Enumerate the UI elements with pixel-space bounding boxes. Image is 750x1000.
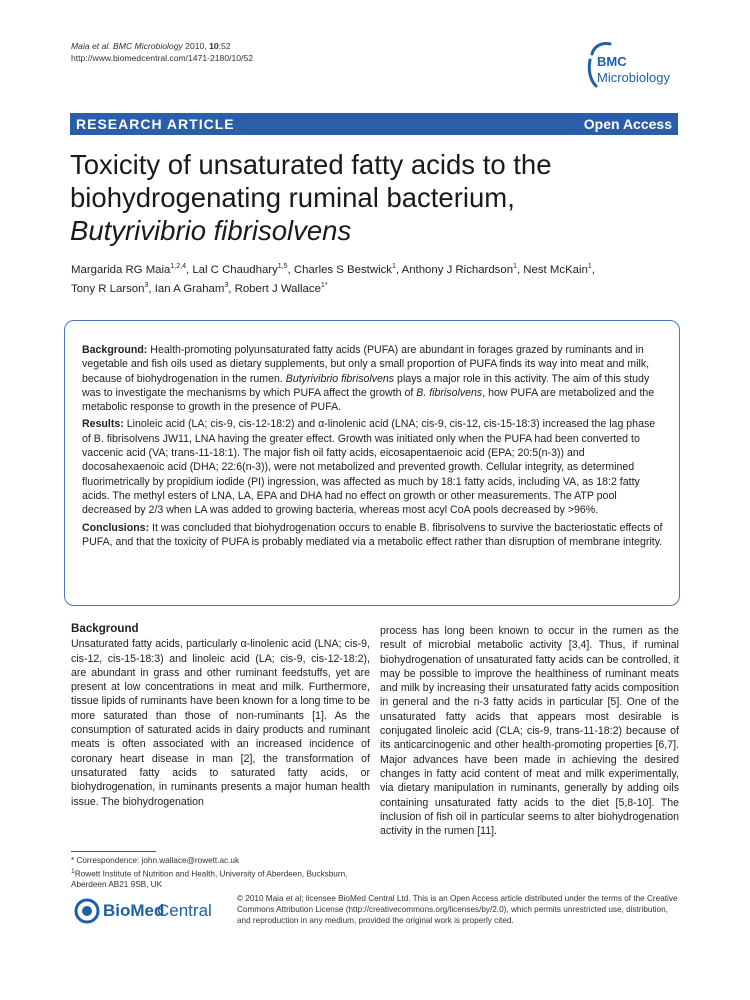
author-list: Margarida RG Maia$^{1,2,4}$, Lal C Chaudhary$^{1,5}$, Charles S Bestwick$^1$, Anthony J Richardson$^1$, Nest McKain$^1$, Tony R Larson$^3$, Ian A Graham$^3$, Robert J Wallace$^{1*}$ [71,263,595,295]
author: Charles S Bestwick [293,264,392,276]
footnote-divider [71,851,156,852]
citation-authors: Maia et al. [71,41,111,51]
author-affil: 3 [144,282,149,290]
abstract-conclusions-label: Conclusions: [82,521,150,534]
abstract-conclusions [82,521,665,550]
author: Ian A Graham [154,283,225,295]
citation-page: :52 [218,41,231,51]
publisher-name-regular: Central [157,901,212,920]
author-affil: 1,5 [277,263,288,271]
citation-volume: 10 [209,41,219,51]
article-url[interactable]: http://www.biomedcentral.com/1471-2180/10/52 [71,53,254,63]
affiliation [71,867,371,891]
body-text-right: process has long been known to occur in the rumen as the result of microbial metabolic activity [3,4]. Thus, if ruminal biohydrogenation of unsaturated fatty acids can be controlled, it may be possible to improve the healthiness of ruminant meats and milk by increasing their unsaturated fatty acids composition in general and the n-3 fatty acids in particular [5]. One of the unsaturated fatty acids that appears most desirable is conjugated linoleic acid (CLA; cis-9, trans-11-18:2) because of its anticarcinogenic and other health-promoting properties [6,7]. Major advances have been made in achieving the desired changes in fatty acid content of meat and milk experimentally, via dietary manipulation in ruminants, generally by adding oils containing unsaturated fatty acids to the diet [5,8-10]. The inclusion of fish oil in particular seems to alter biohydrogenation activity in the rumen [11]. [380,625,679,838]
author: Robert J Wallace [234,283,321,295]
citation-line [71,40,253,52]
abstract-background-text-3: , how PUFA are metabolized and the metabolic response to growth in the presence of PUFA. [82,386,655,414]
biomed-central-icon [73,896,103,926]
publisher-logo [73,896,223,926]
correspondence: * Correspondence: john.wallace@rowett.ac.uk [71,856,240,865]
citation-header [71,40,253,64]
abstract-background-species-short: B. fibrisolvens [416,386,483,399]
section-heading: Background [71,622,139,635]
logo-line-1: BMC [597,54,627,69]
abstract-conclusions-text: It was concluded that biohydrogenation occurs to enable B. fibrisolvens to survive the bacteriostatic effects of PUFA, and that the toxicity of PUFA is probably mediated via a metabolic effect rather than disruption of membrane integrity. [82,521,663,548]
article-title [70,148,680,247]
abstract-results [82,417,665,517]
license-text: © 2010 Maia et al; licensee BioMed Central Ltd. This is an Open Access article distributed under the terms of the Creative Commons Attribution License (http://creativecommons.org/licenses/by/2.0), which permits unrestricted use, distribution, and reproduction in any medium, provided the original work is properly cited. [237,894,678,925]
abstract-background-text-2: plays a major role in this activity. The aim of this study was to investigate the mechanisms by which PUFA affect the growth of [82,372,650,399]
open-access-label: Open Access [583,116,672,132]
author-affil: 1 [513,263,517,271]
article-type-banner [70,113,678,135]
body-column-left [71,622,370,809]
citation-year: 2010, [185,41,210,51]
author-affil: 1* [320,282,328,290]
abstract-box [64,320,680,606]
abstract-background-label: Background: [82,344,148,356]
author-affil: 1 [587,263,592,271]
title-line-3: Butyrivibrio fibrisolvens [70,215,352,246]
abstract-results-text: Linoleic acid (LA; cis-9, cis-12-18:2) and α-linolenic acid (LNA; cis-9, cis-12, cis-15-18:3) increased the lag phase of B. fibrisolvens JW11, LNA having the greater effect. Growth was initiated only when the PUFA had been converted to vaccenic acid (VA; trans-11-18:1). The major fish oil fatty acids, eicosapentaenoic acid (EPA; 20:5(n-3)) and docosahexaenoic acid (DHA; 22:6(n-3)), were not metabolized and prevented growth. Cellular integrity, as determined fluorimetrically by propidium iodide (PI) ingression, was affected as much by 18:1 fatty acids, including VA, as 18:2 fatty acids. The methyl esters of LNA, LA, EPA and DHA had no effect on growth or other measurements. The ATP pool decreased by 2/3 when LA was added to growing bacteria, whereas most acyl CoA pools decreased by >96%. [82,418,656,517]
author-affil: 1 [392,263,396,271]
title-line-1: Toxicity of unsaturated fatty acids to the [70,149,552,180]
logo-line-2: Microbiology [597,70,670,85]
author: Margarida RG Maia [71,264,171,276]
author-affil: 1,2,4 [170,263,186,271]
author: Lal C Chaudhary [192,264,278,276]
abstract-background [82,343,665,414]
publisher-name-bold: BioMed [103,901,165,920]
author: Tony R Larson [71,283,145,295]
affiliation-text: Rowett Institute of Nutrition and Health, University of Aberdeen, Bucksburn, Aberdeen AB21 9SB, UK [71,869,348,890]
citation-journal: BMC Microbiology [113,41,183,51]
journal-logo [580,40,690,100]
author-affil: 3 [224,282,229,290]
body-column-right [380,624,679,838]
abstract-background-text-1: Health-promoting polyunsaturated fatty acids (PUFA) are abundant in forages grazed by ruminants and in vegetable and fish oils used as dietary supplements, but only a small proportion of PUFA finds its way into meat and milk, because of biohydrogenation in the rumen. [82,344,650,385]
title-line-2: biohydrogenating ruminal bacterium, [70,182,515,213]
affiliation-number: 1 [71,867,75,875]
footnote [71,856,371,891]
author: Anthony J Richardson [401,264,514,276]
author: Nest McKain [523,264,588,276]
article-type-label: RESEARCH ARTICLE [76,116,235,132]
body-text-left: Unsaturated fatty acids, particularly α-linolenic acid (LNA; cis-9, cis-12, cis-15-18:3) and linoleic acid (LA; cis-9, cis-12-18:2), are abundant in grass and other ruminant feedstuffs, yet are present at low concentrations in meat and milk. Furthermore, tissue lipids of ruminants have been known for a long time to be more saturated than those of non-ruminants [1]. As the consumption of saturated acids in dairy products and ruminant meats is often associated with an increased incidence of coronary heart disease in man [2], the transformation of unsaturated fatty acids to saturated fatty acids, or biohydrogenation, in ruminants presents a major human health issue. The biohydrogenation [71,638,370,808]
abstract-background-species: Butyrivibrio fibrisolvens [285,372,395,385]
abstract-results-label: Results: [82,418,124,431]
